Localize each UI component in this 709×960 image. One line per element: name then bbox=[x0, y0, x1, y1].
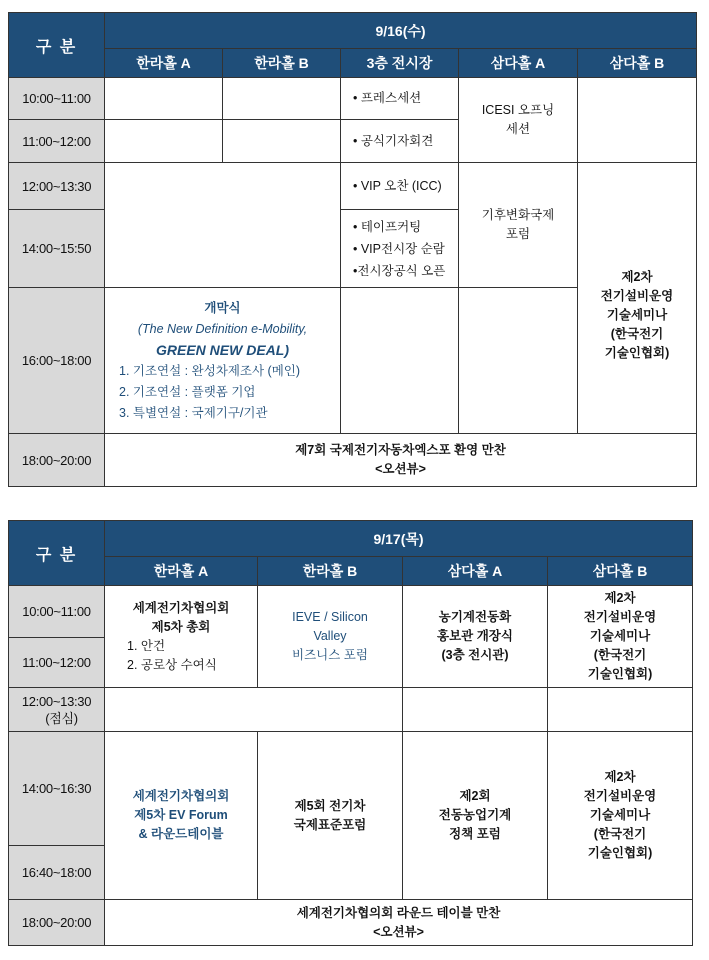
farm-pavilion-line: 홍보관 개장식 bbox=[437, 629, 513, 643]
climate-line2: 포럼 bbox=[505, 227, 531, 241]
opening-item: 2. 기조연설 : 플랫폼 기업 bbox=[119, 384, 256, 399]
farm-pavilion-cell bbox=[403, 586, 548, 688]
opening-title: 개막식 bbox=[204, 300, 241, 315]
time-slot: 10:00~11:00 bbox=[9, 78, 105, 120]
opening-item: 3. 특별연설 : 국제기구/기관 bbox=[119, 405, 268, 420]
empty-cell bbox=[403, 688, 548, 732]
seminar-line: 기술세미나 bbox=[589, 629, 651, 643]
empty-cell bbox=[223, 78, 341, 120]
icesi-opening-cell bbox=[459, 78, 578, 163]
standard-forum-line: 제5회 전기차 bbox=[294, 798, 366, 813]
icesi-line1: ICESI 오프닝 bbox=[481, 103, 555, 117]
climate-line1: 기후변화국제 bbox=[481, 208, 555, 222]
time-slot: 12:00~13:30 bbox=[9, 163, 105, 210]
time-slot: 14:00~15:50 bbox=[9, 210, 105, 288]
seminar-line: 기술인협회) bbox=[587, 667, 653, 681]
seminar-line: (한국전기 bbox=[593, 827, 647, 841]
empty-cell bbox=[105, 78, 223, 120]
ieve-line: Valley bbox=[313, 629, 347, 643]
general-assembly-cell bbox=[105, 586, 258, 688]
seminar-line: 기술인협회) bbox=[587, 846, 653, 860]
empty-cell bbox=[105, 120, 223, 163]
time-slot: 10:00~11:00 bbox=[9, 586, 105, 638]
lunch-time: 12:00~13:30 bbox=[21, 693, 92, 709]
seminar-line: 기술인협회) bbox=[604, 345, 670, 360]
ev-forum-cell bbox=[105, 732, 258, 900]
seminar-line: 제2차 bbox=[604, 591, 636, 605]
press-briefing-cell bbox=[341, 120, 459, 163]
time-slot: 11:00~12:00 bbox=[9, 638, 105, 688]
official-open: •전시장공식 오픈 bbox=[353, 263, 446, 278]
ieve-forum-cell bbox=[258, 586, 403, 688]
assembly-item: 2. 공로상 수여식 bbox=[127, 657, 217, 672]
banquet-venue: <오션뷰> bbox=[373, 924, 424, 939]
ceremony-cell bbox=[341, 210, 459, 288]
standard-forum-line: 국제표준포럼 bbox=[293, 817, 367, 832]
opening-item: 1. 기조연설 : 완성차제조사 (메인) bbox=[119, 363, 301, 378]
empty-cell bbox=[105, 163, 341, 288]
banquet-cell bbox=[105, 434, 697, 487]
farm-forum-line: 전동농업기계 bbox=[438, 808, 512, 822]
opening-subtitle: (The New Definition e-Mobility, bbox=[137, 321, 308, 336]
room-header-samda-a: 삼다홀 A bbox=[459, 49, 578, 78]
assembly-title: 세계전기차협의회 bbox=[132, 600, 230, 615]
farm-pavilion-line: 농기계전동화 bbox=[438, 610, 512, 624]
empty-cell bbox=[459, 288, 578, 434]
gubun-header: 구 분 bbox=[9, 521, 105, 586]
empty-cell bbox=[341, 288, 459, 434]
room-header-halla-a: 한라홀 A bbox=[105, 49, 223, 78]
press-briefing: • 공식기자회견 bbox=[353, 133, 434, 148]
seminar-line: 제2차 bbox=[621, 269, 653, 284]
opening-subtitle: GREEN NEW DEAL) bbox=[156, 341, 289, 358]
banquet-title: 제7회 국제전기자동차엑스포 환영 만찬 bbox=[295, 443, 506, 457]
farm-forum-line: 정책 포럼 bbox=[449, 827, 501, 841]
seminar-cell bbox=[578, 163, 697, 434]
tape-cutting: • 테이프커팅 bbox=[353, 219, 422, 234]
schedule-table-day2 bbox=[8, 520, 693, 946]
vip-tour: • VIP전시장 순람 bbox=[353, 241, 445, 256]
gubun-header: 구 분 bbox=[9, 13, 105, 78]
farm-policy-forum-cell bbox=[403, 732, 548, 900]
room-header-halla-b: 한라홀 B bbox=[223, 49, 341, 78]
room-header-halla-a: 한라홀 A bbox=[105, 557, 258, 586]
opening-ceremony-cell bbox=[105, 288, 341, 434]
room-header-samda-a: 삼다홀 A bbox=[403, 557, 548, 586]
farm-forum-line: 제2회 bbox=[459, 789, 491, 803]
seminar-line: 기술세미나 bbox=[589, 808, 651, 822]
seminar-line: 제2차 bbox=[604, 770, 636, 784]
time-slot: 14:00~16:30 bbox=[9, 732, 105, 846]
room-header-samda-b: 삼다홀 B bbox=[578, 49, 697, 78]
ev-forum-line: 세계전기차협의회 bbox=[132, 789, 230, 803]
press-session: • 프레스세션 bbox=[353, 91, 422, 105]
time-slot: 18:00~20:00 bbox=[9, 900, 105, 946]
date-header: 9/17(목) bbox=[105, 521, 693, 557]
banquet-venue: <오션뷰> bbox=[375, 462, 426, 476]
room-header-halla-b: 한라홀 B bbox=[258, 557, 403, 586]
banquet-title: 세계전기차협의회 라운드 테이블 만찬 bbox=[296, 905, 501, 920]
time-slot: 16:00~18:00 bbox=[9, 288, 105, 434]
banquet-cell bbox=[105, 900, 693, 946]
seminar-line: 전기설비운영 bbox=[583, 789, 657, 803]
lunch-label: (점심) bbox=[45, 710, 78, 726]
empty-cell bbox=[548, 688, 693, 732]
press-session-cell bbox=[341, 78, 459, 120]
seminar-line: (한국전기 bbox=[593, 648, 647, 662]
vip-lunch-cell bbox=[341, 163, 459, 210]
time-slot-lunch bbox=[9, 688, 105, 732]
seminar-line: (한국전기 bbox=[610, 326, 664, 341]
assembly-item: 1. 안건 bbox=[127, 638, 166, 653]
empty-cell bbox=[105, 688, 403, 732]
empty-cell bbox=[578, 78, 697, 163]
standard-forum-cell bbox=[258, 732, 403, 900]
room-header-exhibition: 3층 전시장 bbox=[341, 49, 459, 78]
ev-forum-line: 제5차 EV Forum bbox=[134, 808, 228, 822]
schedule-table-day1 bbox=[8, 12, 697, 487]
assembly-subtitle: 제5차 총회 bbox=[151, 619, 211, 634]
time-slot: 11:00~12:00 bbox=[9, 120, 105, 163]
time-slot: 16:40~18:00 bbox=[9, 846, 105, 900]
room-header-samda-b: 삼다홀 B bbox=[548, 557, 693, 586]
seminar-line: 기술세미나 bbox=[606, 307, 668, 322]
ieve-line: 비즈니스 포럼 bbox=[292, 648, 368, 662]
climate-forum-cell bbox=[459, 163, 578, 288]
farm-pavilion-line: (3층 전시관) bbox=[441, 648, 509, 662]
icesi-line2: 세션 bbox=[505, 122, 531, 136]
seminar-cell bbox=[548, 586, 693, 688]
vip-lunch: • VIP 오찬 (ICC) bbox=[353, 178, 442, 193]
date-header: 9/16(수) bbox=[105, 13, 697, 49]
empty-cell bbox=[223, 120, 341, 163]
seminar-cell bbox=[548, 732, 693, 900]
seminar-line: 전기설비운영 bbox=[583, 610, 657, 624]
seminar-line: 전기설비운영 bbox=[600, 288, 674, 303]
ev-forum-line: & 라운드테이블 bbox=[138, 827, 224, 841]
time-slot: 18:00~20:00 bbox=[9, 434, 105, 487]
ieve-line: IEVE / Silicon bbox=[292, 610, 368, 624]
